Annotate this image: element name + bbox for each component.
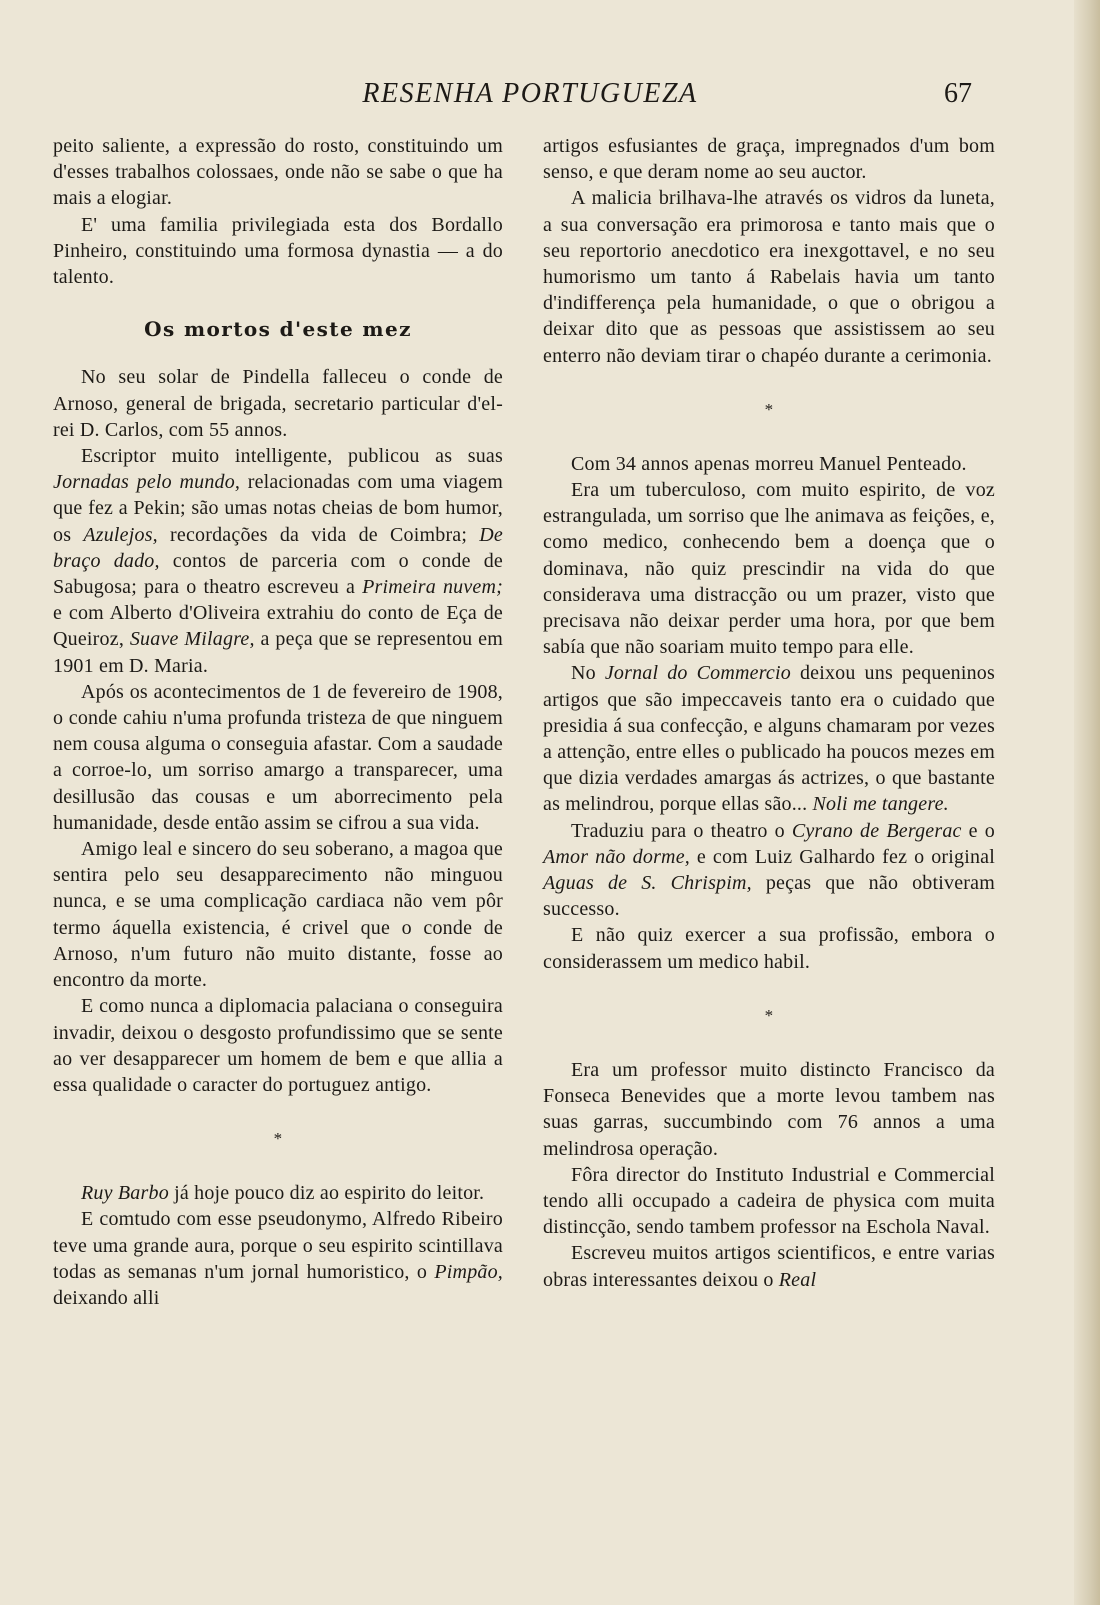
page-number: 67 bbox=[944, 78, 972, 109]
right-column bbox=[543, 133, 995, 1293]
book-title: Pimpão, bbox=[434, 1260, 503, 1283]
paragraph bbox=[53, 443, 503, 679]
paragraph bbox=[53, 1206, 503, 1311]
pseudonym: Ruy Barbo bbox=[81, 1182, 169, 1205]
section-separator: * bbox=[273, 1129, 283, 1149]
paragraph: E como nunca a diplomacia palaciana o conseguira invadir, deixou o desgosto profundissimo que se sente ao ver desapparecer um homem de bem e que allia a essa qualidade o caracter do portuguez antigo. bbox=[53, 995, 503, 1096]
section-separator: * bbox=[764, 1005, 774, 1025]
book-title: Primeira nuvem; bbox=[362, 576, 504, 599]
text-run: deixando alli bbox=[53, 1286, 160, 1309]
book-title: Real bbox=[778, 1268, 817, 1291]
spacer bbox=[543, 975, 995, 1003]
spacer bbox=[543, 369, 995, 397]
page-edge bbox=[1074, 0, 1100, 1605]
text-run: e o bbox=[961, 819, 995, 842]
spacer bbox=[53, 1098, 503, 1126]
running-title: RESENHA PORTUGUEZA bbox=[362, 78, 698, 109]
book-title: De braço dado, bbox=[53, 523, 503, 572]
paragraph: No seu solar de Pindella falleceu o conde de Arnoso, general de brigada, secretario particular d'el-rei D. Carlos, com 55 annos. bbox=[53, 366, 503, 441]
section-title: Os mortos d'este mez bbox=[144, 317, 412, 342]
paragraph: Era um tuberculoso, com muito espirito, de voz estrangulada, um sorriso que lhe animava as feições, e, como medico, conhecendo bem a doença que o dominava, não quiz prescindir na vida do que considerava uma distracção ou um prazer, visto que precisava não deixar perder uma hora, por que bem sabía que não soariam muito tempo para elle. bbox=[543, 479, 995, 659]
spacer bbox=[53, 1152, 503, 1180]
text-run: Escriptor muito intelligente, publicou as suas bbox=[81, 445, 503, 468]
paragraph: E não quiz exercer a sua profissão, embora o considerassem um medico habil. bbox=[543, 924, 995, 973]
book-title: Azulejos, bbox=[83, 523, 158, 546]
paragraph: Amigo leal e sincero do seu soberano, a magoa que sentira pelo seu desapparecimento não minguou nunca, e se uma complicação cardiaca não vem pôr termo áquella existencia, é crivel que o conde de Arnoso, n'um futuro não muito distante, fosse ao encontro da morte. bbox=[53, 838, 503, 992]
text-run: No bbox=[571, 662, 605, 685]
text-run: a peça que se representou em 1901 em D. Maria. bbox=[53, 628, 504, 677]
text-run: contos de parceria com o conde de Sabugosa; para o theatro escreveu a bbox=[53, 549, 503, 599]
paragraph: Com 34 annos apenas morreu Manuel Penteado. bbox=[571, 452, 967, 475]
book-title: Cyrano de Bergerac bbox=[791, 819, 962, 842]
book-title: Noli me tangere. bbox=[812, 793, 949, 816]
paragraph bbox=[543, 660, 995, 817]
text-run: deixou uns pequeninos artigos que são impeccaveis tanto era o cuidado que presidia á sua confecção, e alguns chamaram por vezes a attenção, entre elles o publicado ha poucos mezes em que dizia verdades amargas ás actrizes, o que bastante as melindrou, porque ellas são... bbox=[543, 662, 995, 816]
paragraph: artigos esfusiantes de graça, impregnados d'um bom senso, e que deram nome ao seu auctor. bbox=[543, 135, 995, 184]
text-run: Escreveu muitos artigos scientificos, e entre varias obras interessantes deixou o bbox=[543, 1242, 995, 1291]
book-title: Amor não dorme, bbox=[543, 845, 690, 868]
text-run: Traduziu para o theatro o bbox=[571, 819, 792, 842]
text-run: e com Alberto d'Oliveira extrahiu do conto de Eça de Queiroz, bbox=[53, 602, 503, 651]
text-run: recordações da vida de Coimbra; bbox=[157, 523, 480, 546]
text-run: E comtudo com esse pseudonymo, Alfredo Ribeiro teve uma grande aura, porque o seu espirito scintillava todas as semanas n'um jornal humoristico, o bbox=[53, 1208, 503, 1283]
book-title: Aguas de S. Chrispim, bbox=[543, 872, 752, 895]
left-column bbox=[53, 133, 503, 1311]
paragraph: peito saliente, a expressão do rosto, constituindo um d'esses trabalhos colossaes, onde não se sabe o que ha mais a elogiar. bbox=[53, 135, 503, 210]
text-run: peças que não obtiveram successo. bbox=[543, 872, 995, 921]
book-title: Suave Milagre, bbox=[129, 628, 255, 651]
paragraph: A malicia brilhava-lhe através os vidros da luneta, a sua conversação era primorosa e tanto mais que o seu reportorio anecdotico era inexgottavel, e no seu humorismo um tanto á Rabelais havia um tanto d'indifferença pela humanidade, o que o obrigou a deixar dito que as pessoas que assistissem ao seu enterro não deviam tirar o chapéo durante a cerimonia. bbox=[543, 187, 995, 367]
spacer bbox=[543, 1029, 995, 1057]
paragraph: Fôra director do Instituto Industrial e Commercial tendo alli occupado a cadeira de physica com muita distincção, sendo tambem professor na Eschola Naval. bbox=[543, 1163, 995, 1239]
text-run: relacionadas com uma viagem que fez a Pekin; são umas notas cheias de bom humor, os bbox=[53, 471, 503, 546]
section-separator: * bbox=[764, 399, 774, 419]
paragraph bbox=[543, 1240, 995, 1292]
paragraph bbox=[543, 818, 995, 923]
paragraph: E' uma familia privilegiada esta dos Bordallo Pinheiro, constituindo uma formosa dynastia — a do talento. bbox=[53, 213, 503, 289]
spacer bbox=[543, 423, 995, 451]
paragraph bbox=[53, 1180, 503, 1206]
page-header bbox=[0, 72, 1100, 122]
text-run: e com Luiz Galhardo fez o original bbox=[689, 845, 995, 868]
text-run: já hoje pouco diz ao espirito do leitor. bbox=[168, 1182, 485, 1205]
paragraph: Era um professor muito distincto Francisco da Fonseca Benevides que a morte levou tambem nas suas garras, succumbindo com 76 annos a uma melindrosa operação. bbox=[543, 1058, 995, 1160]
paragraph: Após os acontecimentos de 1 de fevereiro de 1908, o conde cahiu n'uma profunda tristeza de que ninguem nem cousa alguma o conseguia afastar. Com a saudade a corroe-lo, um sorriso amargo a transparecer, uma desillusão das cousas e um aborrecimento pela humanidade, desde então assim se cifrou a sua vida. bbox=[53, 680, 503, 834]
book-title: Jornadas pelo mundo, bbox=[53, 471, 241, 494]
book-title: Jornal do Commercio bbox=[604, 662, 791, 685]
